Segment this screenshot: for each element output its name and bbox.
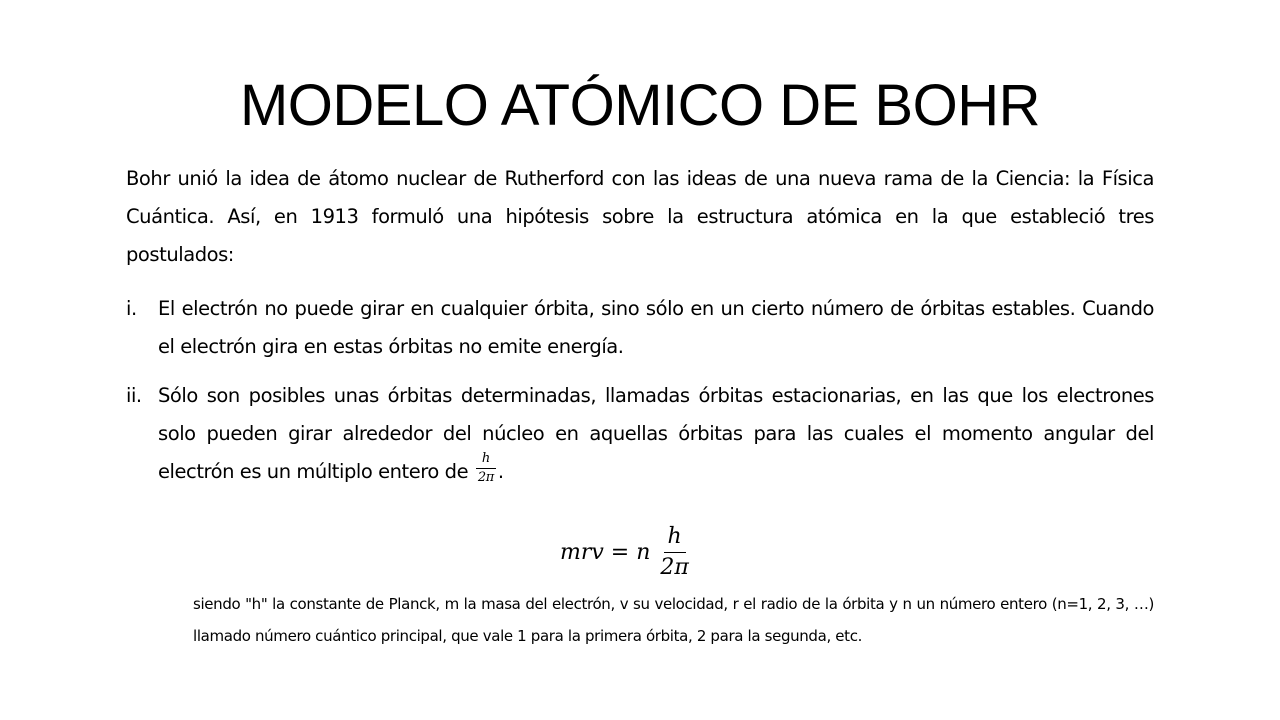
- postulate-1-text: El electrón no puede girar en cualquier órbita, sino sólo en un cierto número de órbitas estables. Cuando el electrón gira en estas órbitas no emite energía.: [158, 297, 1154, 358]
- formula-numerator: h: [664, 522, 686, 553]
- slide-title: MODELO ATÓMICO DE BOHR: [239, 73, 1040, 138]
- formula-denominator: 2π: [660, 554, 689, 580]
- intro-paragraph: Bohr unió la idea de átomo nuclear de Rutherford con las ideas de una nueva rama de la Ciencia: la Física Cuántica. Así, en 1913 formuló una hipótesis sobre la estructura atómica en la que estableció tres postulados:: [126, 167, 1154, 266]
- inline-fraction-numerator: h: [476, 450, 496, 469]
- postulate-2-suffix: .: [497, 460, 504, 483]
- formula-fraction: [656, 522, 692, 583]
- inline-fraction: [476, 450, 496, 487]
- postulate-2-text-block: [158, 377, 1154, 491]
- inline-fraction-denominator: 2π: [477, 470, 494, 485]
- postulate-2-text: Sólo son posibles unas órbitas determinadas, llamadas órbitas estacionarias, en las que los electrones solo pueden girar alrededor del núcleo en aquellas órbitas para las cuales el momento angular del electrón es un múltiplo entero de: [158, 384, 1154, 483]
- postulate-1: [126, 290, 1154, 366]
- postulate-1-marker: i.: [126, 297, 137, 320]
- formula-lhs: mrv = n: [560, 539, 651, 565]
- postulate-2: [126, 377, 1154, 491]
- formula-explanation: siendo "h" la constante de Planck, m la masa del electrón, v su velocidad, r el radio de la órbita y n un número entero (n=1, 2, 3, …) llamado número cuántico principal, que vale 1 para la primera órbita, 2 para la segunda, etc.: [193, 595, 1154, 645]
- postulate-2-marker: ii.: [126, 384, 142, 407]
- bohr-quantization-formula: [560, 520, 693, 584]
